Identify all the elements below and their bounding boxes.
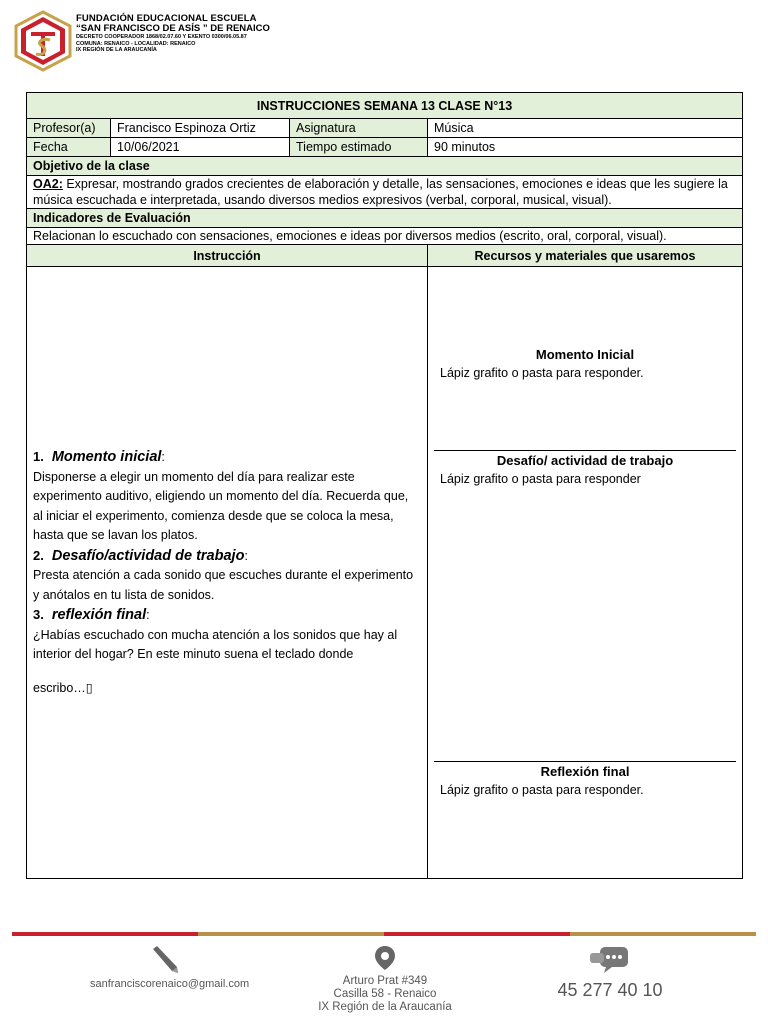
school-logo-icon — [12, 10, 74, 72]
footer-phone-text: 45 277 40 10 — [557, 980, 663, 1000]
step-3: 3. reflexión final: — [33, 607, 150, 623]
resource-1-title: Momento Inicial — [535, 347, 635, 362]
indicador-item — [27, 228, 743, 245]
school-decree: DECRETO COOPERADOR 1868/02.07.60 Y EXENTO 0300/06.05.87 — [76, 33, 247, 40]
tiempo-label: Tiempo estimado — [290, 138, 428, 157]
page-title: INSTRUCCIONES SEMANA 13 CLASE N°13 — [27, 93, 743, 119]
resource-1-text: Lápiz grafito o pasta para responder. — [440, 366, 644, 380]
resource-reflexion — [434, 762, 736, 800]
fecha-label: Fecha — [27, 138, 111, 157]
profesor-value: Francisco Espinoza Ortiz — [111, 119, 290, 138]
step-3-text-continued: escribo…▯ — [33, 680, 93, 695]
school-name-line2: “SAN FRANCISCO DE ASÍS ” DE RENAICO — [76, 22, 270, 34]
footer-address-line3: IX Región de la Araucanía — [318, 1001, 452, 1013]
school-region: IX REGIÓN DE LA ARAUCANÍA — [76, 47, 157, 54]
footer-divider — [12, 932, 756, 936]
step-1-text: Disponerse a elegir un momento del día para realizar este experimento auditivo, eligiendo un momento del día. Recuerda que, al iniciar el experimento, comienza desde que se coloca la mesa, hasta que se lavan los platos. — [33, 469, 409, 542]
instruction-body — [27, 267, 428, 879]
chat-bubble-icon — [588, 945, 632, 975]
tiempo-value: 90 minutos — [428, 138, 743, 157]
resource-3-text: Lápiz grafito o pasta para responder. — [440, 783, 644, 797]
instruccion-header: Instrucción — [27, 245, 428, 267]
instructions-table — [26, 92, 743, 879]
fecha-value: 10/06/2021 — [111, 138, 290, 157]
footer-address-line2: Casilla 58 - Renaico — [333, 988, 437, 1000]
objetivo-code: OA2: — [33, 177, 63, 191]
footer-address-line1: Arturo Prat #349 — [342, 975, 428, 987]
step-2: 2. Desafío/actividad de trabajo: — [33, 547, 248, 564]
step-1-title: Momento inicial — [51, 449, 162, 465]
school-name-line1: FUNDACIÓN EDUCACIONAL ESCUELA — [76, 13, 257, 24]
asignatura-value: Música — [428, 119, 743, 138]
step-3-number: 3. — [33, 607, 44, 622]
step-1: 1. Momento inicial: — [33, 449, 165, 465]
resource-momento-inicial — [434, 345, 736, 451]
resource-2-text: Lápiz grafito o pasta para responder — [440, 472, 641, 486]
school-commune: COMUNA: RENAICO - LOCALIDAD: RENAICO — [76, 40, 196, 47]
step-3-text: ¿Habías escuchado con mucha atención a los sonidos que hay al interior del hogar? En este minuto suena el teclado donde — [33, 627, 398, 661]
step-3-title: reflexión final — [51, 607, 147, 623]
resource-desafio — [434, 451, 736, 762]
objetivo-body: Expresar, mostrando grados crecientes de elaboración y detalle, las sensaciones, emociones e ideas que les sugiere la música escuchada e interpretada, usando diversos medios expresivos (verbal, corporal, musical, visual). — [33, 177, 728, 207]
indicador-text: Relacionan lo escuchado con sensaciones, emociones e ideas por diversos medios (escrito, oral, corporal, visual). — [33, 229, 667, 243]
footer-email — [90, 945, 250, 990]
recursos-header: Recursos y materiales que usaremos — [428, 245, 743, 267]
footer-phone — [540, 945, 680, 1001]
resource-3-title: Reflexión final — [540, 764, 630, 779]
asignatura-label: Asignatura — [290, 119, 428, 138]
objetivo-text — [27, 176, 743, 209]
step-2-title: Desafío/actividad de trabajo — [51, 547, 245, 564]
step-1-number: 1. — [33, 449, 44, 464]
step-2-number: 2. — [33, 547, 44, 563]
step-2-text: Presta atención a cada sonido que escuches durante el experimento y anótalos en tu lista de sonidos. — [33, 568, 414, 602]
resource-2-title: Desafío/ actividad de trabajo — [496, 453, 674, 468]
footer-email-text: sanfranciscorenaico@gmail.com — [90, 978, 250, 990]
emoji-placeholder-icon: ▯ — [85, 680, 93, 695]
footer-address — [300, 945, 470, 1014]
pencil-icon — [147, 945, 183, 975]
school-header — [12, 8, 412, 78]
resources-body — [428, 267, 743, 879]
indicadores-label: Indicadores de Evaluación — [27, 209, 743, 228]
objetivo-label: Objetivo de la clase — [27, 157, 743, 176]
profesor-label: Profesor(a) — [27, 119, 111, 138]
location-pin-icon — [374, 945, 396, 971]
